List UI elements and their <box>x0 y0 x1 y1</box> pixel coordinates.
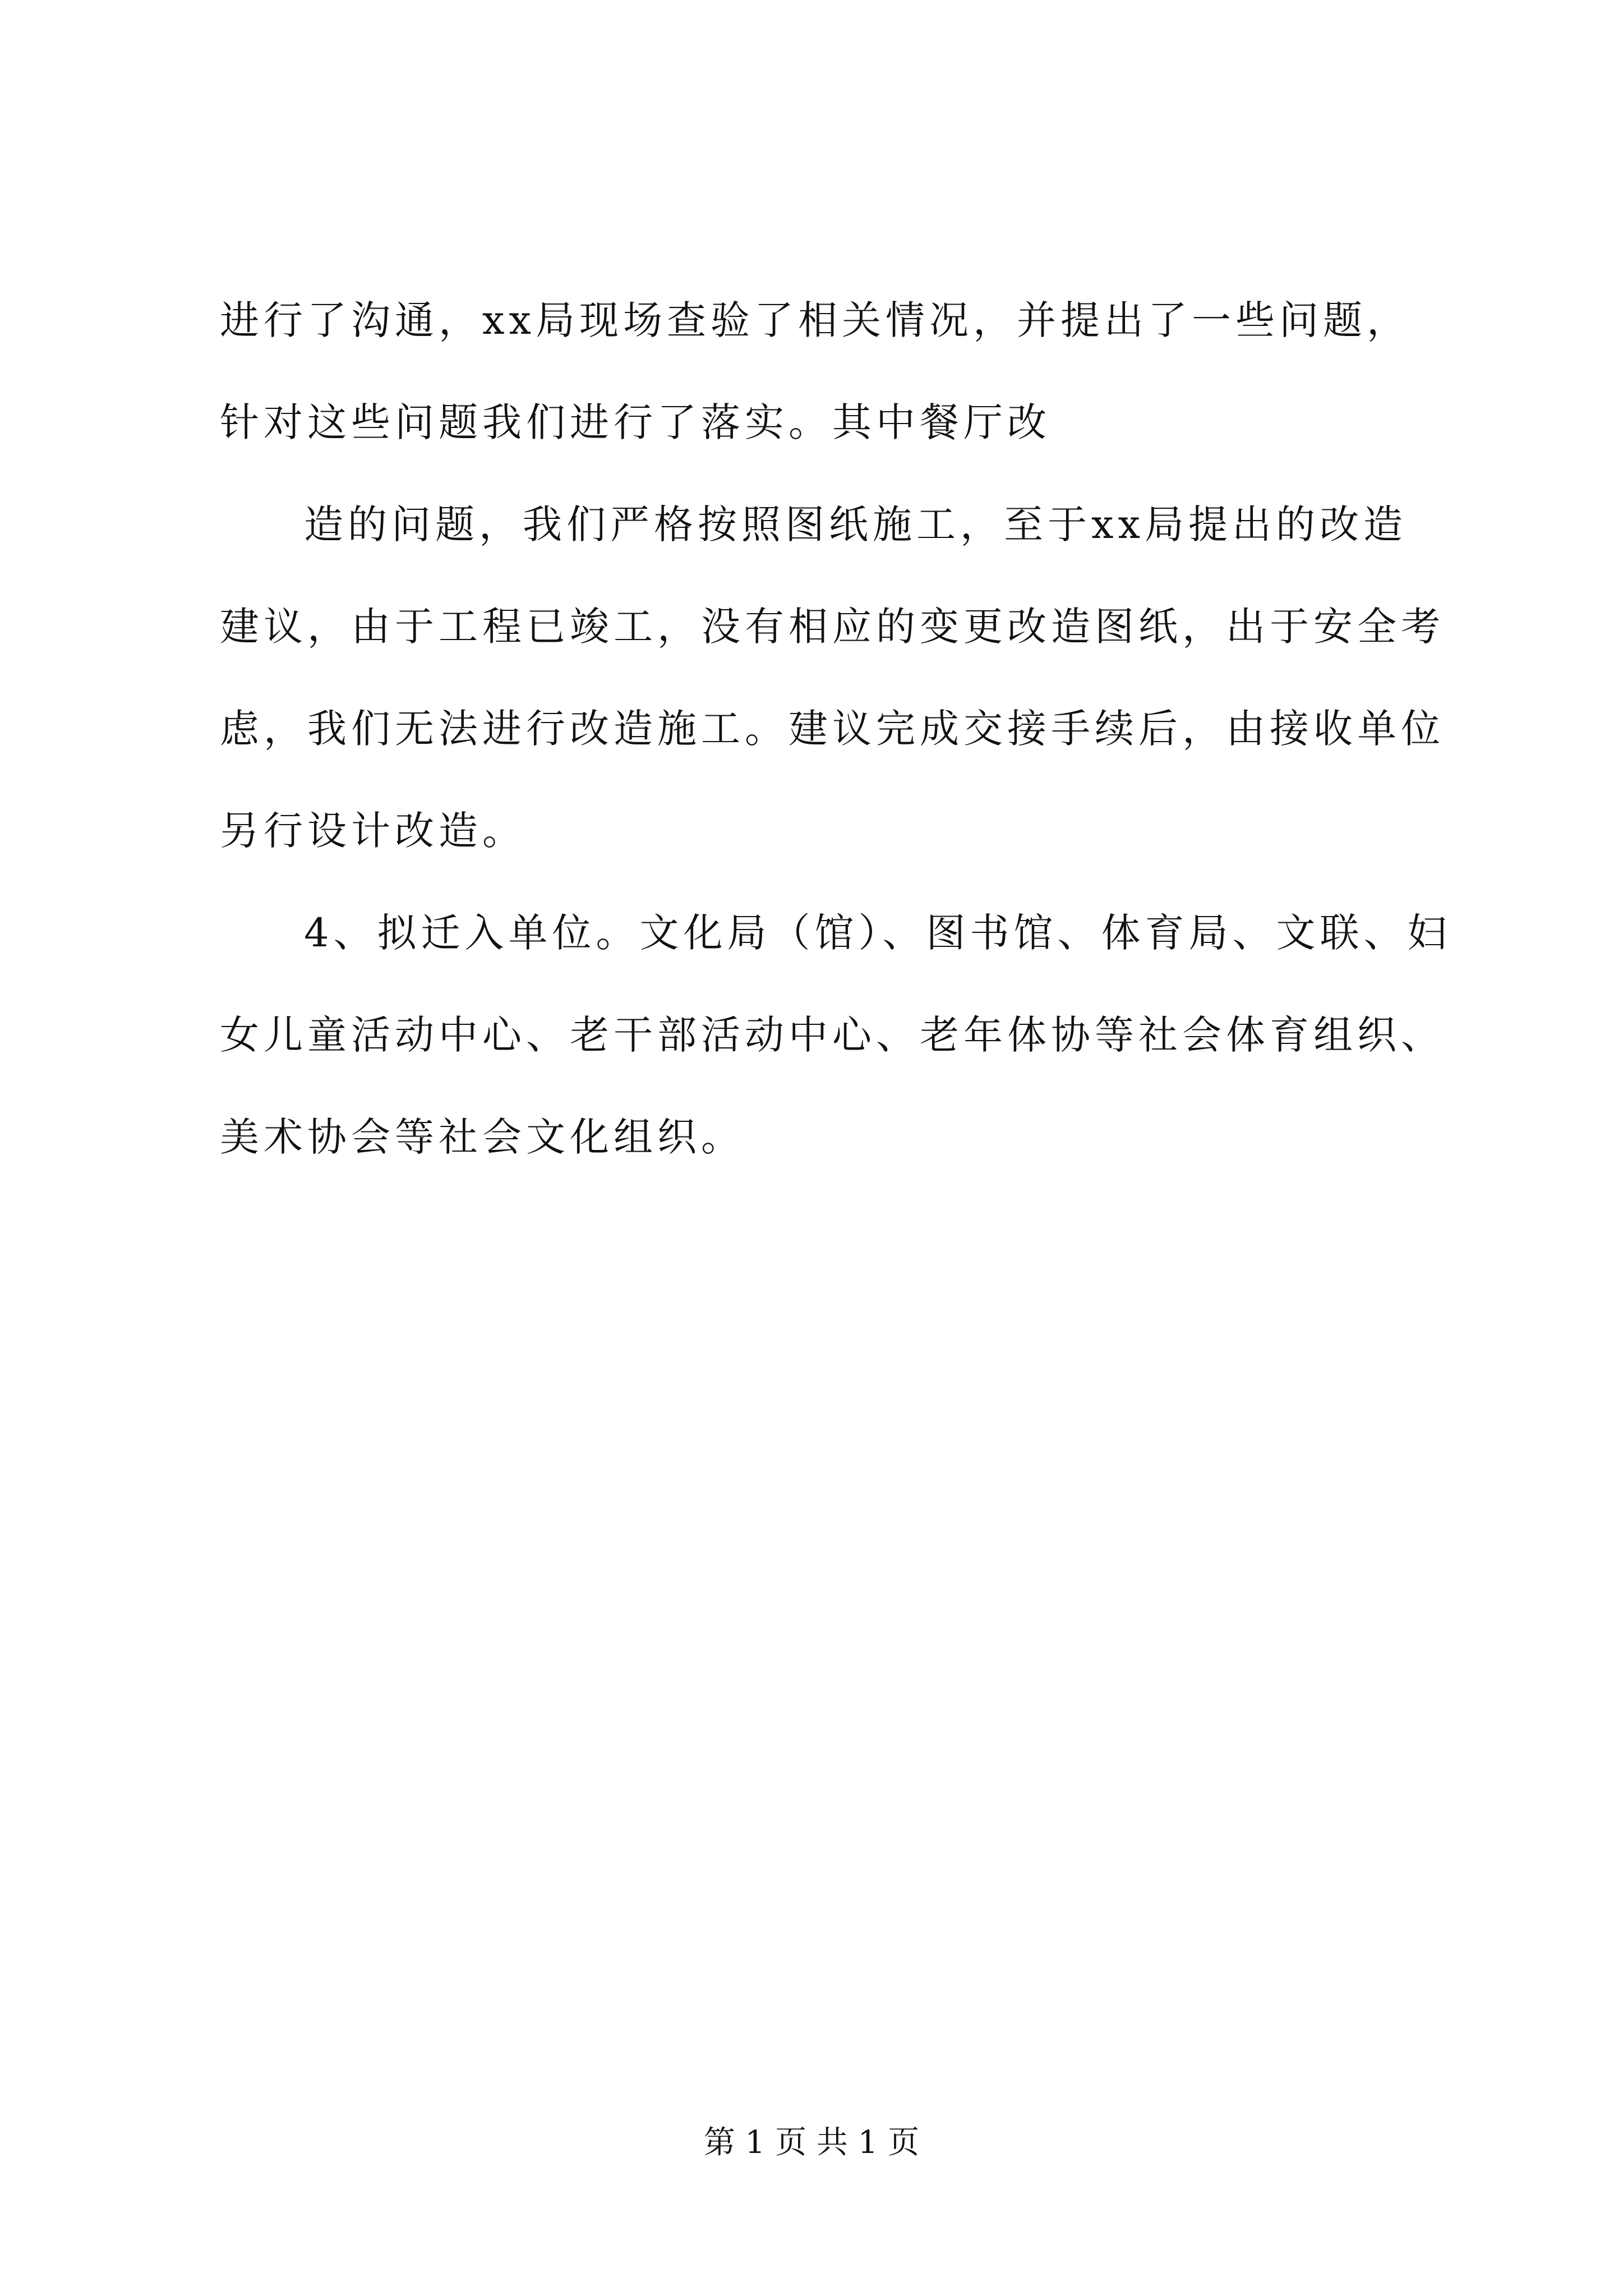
text-line: 造的问题，我们严格按照图纸施工，至于xx局提出的改造 <box>304 501 1407 547</box>
text-line: 进行了沟通，xx局现场查验了相关情况，并提出了一些问题， <box>220 297 1410 343</box>
text-line: 另行设计改造。 <box>220 808 526 854</box>
text-line: 4、拟迁入单位。文化局（馆）、图书馆、体育局、文联、妇 <box>304 910 1451 956</box>
text-line: 美术协会等社会文化组织。 <box>220 1114 745 1160</box>
text-line: 建议，由于工程已竣工，没有相应的变更改造图纸，出于安全考 <box>220 604 1445 650</box>
page-number-footer: 第 1 页 共 1 页 <box>703 2124 920 2161</box>
text-line: 虑，我们无法进行改造施工。建议完成交接手续后，由接收单位 <box>220 706 1445 752</box>
document-body <box>220 269 1451 1188</box>
text-line: 针对这些问题我们进行了落实。其中餐厅改 <box>220 399 1051 445</box>
text-line: 女儿童活动中心、老干部活动中心、老年体协等社会体育组织、 <box>220 1012 1445 1058</box>
